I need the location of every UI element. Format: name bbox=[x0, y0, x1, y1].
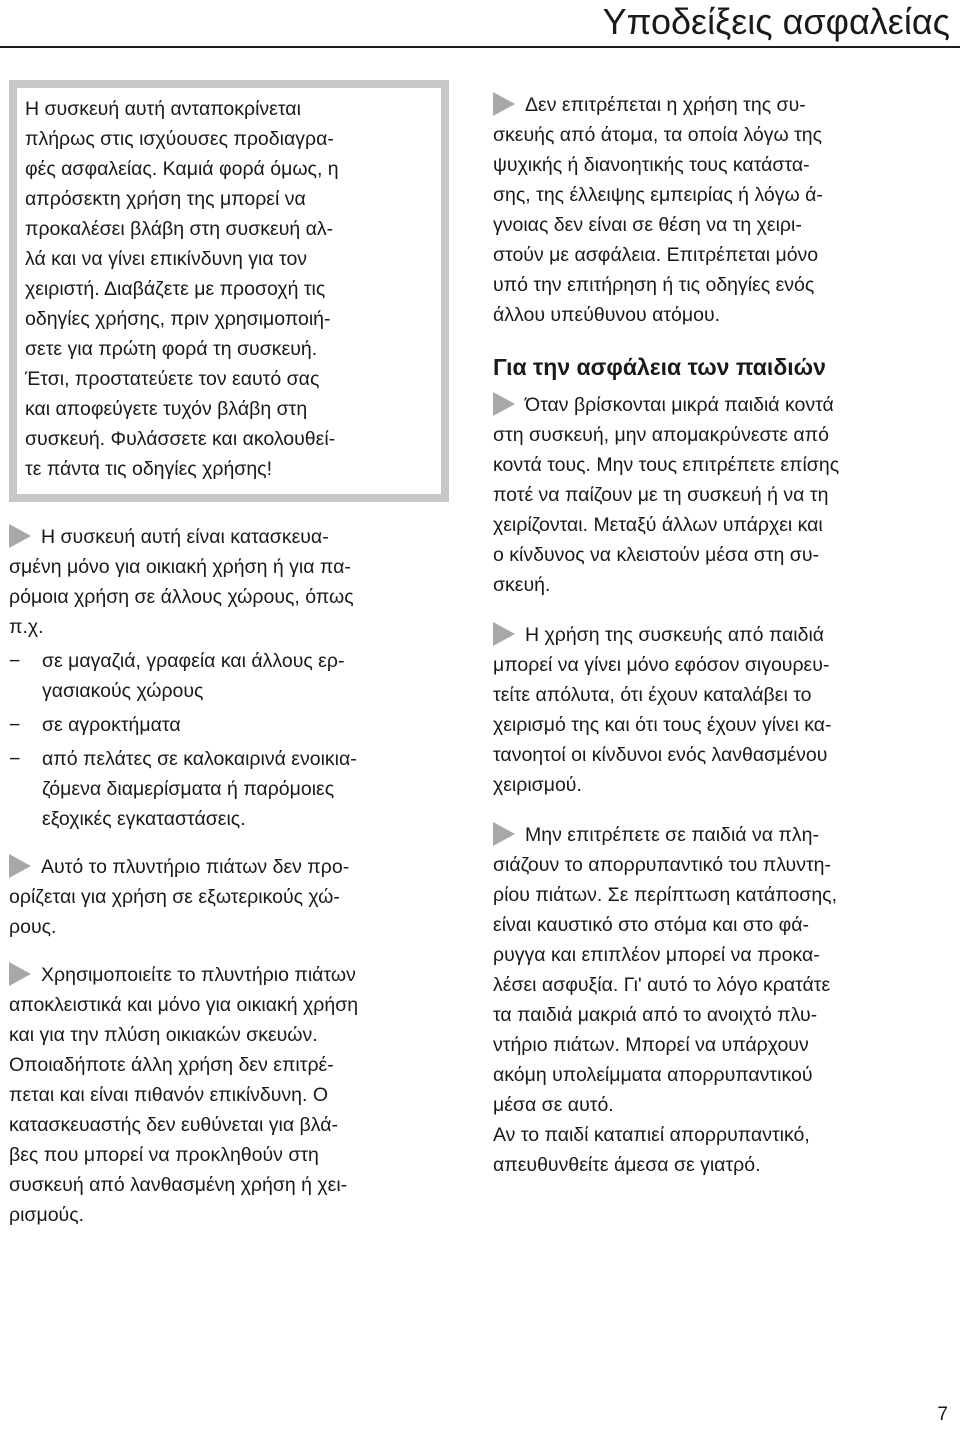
list-item-line: σε μαγαζιά, γραφεία και άλλους ερ- bbox=[42, 650, 345, 672]
notice-line: Έτσι, προστατεύετε τον εαυτό σας bbox=[25, 368, 320, 390]
paragraph-line: λέσει ασφυξία. Γι' αυτό το λόγο κρατάτε bbox=[493, 974, 831, 996]
paragraph-line: στούν με ασφάλεια. Επιτρέπεται μόνο bbox=[493, 244, 819, 266]
dash-marker: − bbox=[9, 748, 21, 770]
paragraph-line: τανοητοί οι κίνδυνοι ενός λανθασμένου bbox=[493, 744, 828, 766]
paragraph-line: ο κίνδυνος να κλειστούν μέσα στη συ- bbox=[493, 544, 819, 566]
safety-notice-text bbox=[25, 94, 433, 484]
bullet-triangle-icon bbox=[493, 392, 515, 416]
paragraph-line: ορίζεται για χρήση σε εξωτερικούς χώ- bbox=[9, 886, 340, 908]
paragraph-line: μέσα σε αυτό. bbox=[493, 1094, 614, 1116]
paragraph-line: πεται και είναι πιθανόν επικίνδυνη. Ο bbox=[9, 1084, 329, 1106]
paragraph-line: σκευής από άτομα, τα οποία λόγω της bbox=[493, 124, 823, 146]
outdoor-use-paragraph bbox=[9, 852, 469, 942]
paragraph-line: χειρισμό της και ότι τους έχουν γίνει κα- bbox=[493, 714, 832, 736]
bullet-triangle-icon bbox=[493, 822, 515, 846]
paragraph-line: Η χρήση της συσκευής από παιδιά bbox=[525, 624, 825, 646]
notice-line: Η συσκευή αυτή ανταποκρίνεται bbox=[25, 98, 301, 120]
paragraph-line: ακόμη υπολείμματα απορρυπαντικού bbox=[493, 1064, 813, 1086]
page-number: 7 bbox=[937, 1404, 948, 1425]
paragraph-line: τείτε απόλυτα, ότι έχουν καταλάβει το bbox=[493, 684, 812, 706]
notice-line: και αποφεύγετε τυχόν βλάβη στη bbox=[25, 398, 308, 420]
paragraph-line: Όταν βρίσκονται μικρά παιδιά κοντά bbox=[525, 394, 834, 416]
paragraph-line: ντήριο πιάτων. Μπορεί να υπάρχουν bbox=[493, 1034, 809, 1056]
paragraph-line: σης, της έλλειψης εμπειρίας ή λόγω ά- bbox=[493, 184, 823, 206]
notice-line: απρόσεκτη χρήση της μπορεί να bbox=[25, 188, 306, 210]
bullet-triangle-icon bbox=[493, 92, 515, 116]
paragraph-line: Η συσκευή αυτή είναι κατασκευα- bbox=[41, 526, 329, 548]
detergent-warning-paragraph bbox=[493, 820, 948, 1180]
usage-locations-list bbox=[9, 646, 469, 834]
paragraph-line: και για την πλύση οικιακών σκευών. bbox=[9, 1024, 318, 1046]
notice-line: οδηγίες χρήσης, πριν χρησιμοποιή- bbox=[25, 308, 331, 330]
paragraph-line: στη συσκευή, μην απομακρύνεστε από bbox=[493, 424, 829, 446]
bullet-triangle-icon bbox=[9, 962, 31, 986]
paragraph-line: ρους. bbox=[9, 916, 57, 938]
paragraph-line: συσκευή από λανθασμένη χρήση ή χει- bbox=[9, 1174, 348, 1196]
paragraph-line: σμένη μόνο για οικιακή χρήση ή για πα- bbox=[9, 556, 351, 578]
dash-marker: − bbox=[9, 650, 21, 672]
paragraph-line: απευθυνθείτε άμεσα σε γιατρό. bbox=[493, 1154, 761, 1176]
paragraph-line: βες που μπορεί να προκληθούν στη bbox=[9, 1144, 319, 1166]
right-column bbox=[493, 80, 948, 1180]
list-item-line: γασιακούς χώρους bbox=[42, 680, 204, 702]
list-item-line: σε αγροκτήματα bbox=[42, 714, 181, 736]
notice-line: λά και να γίνει επικίνδυνη για τον bbox=[25, 248, 308, 270]
notice-line: συσκευή. Φυλάσσετε και ακολουθεί- bbox=[25, 428, 336, 450]
dash-marker: − bbox=[9, 714, 21, 736]
list-item bbox=[9, 646, 469, 706]
bullet-triangle-icon bbox=[493, 622, 515, 646]
paragraph-line: ποτέ να παίζουν με τη συσκευή ή να τη bbox=[493, 484, 829, 506]
bullet-triangle-icon bbox=[9, 854, 31, 878]
notice-line: χειριστή. Διαβάζετε με προσοχή τις bbox=[25, 278, 326, 300]
paragraph-line: σιάζουν το απορρυπαντικό του πλυντη- bbox=[493, 854, 832, 876]
paragraph-line: τα παιδιά μακριά από το ανοιχτό πλυ- bbox=[493, 1004, 818, 1026]
safety-notice-box bbox=[9, 80, 449, 502]
paragraph-line: μπορεί να γίνει μόνο εφόσον σιγουρευ- bbox=[493, 654, 830, 676]
restricted-persons-paragraph bbox=[493, 90, 948, 330]
bullet-triangle-icon bbox=[9, 524, 31, 548]
paragraph-line: χειρίζονται. Μεταξύ άλλων υπάρχει και bbox=[493, 514, 823, 536]
list-item bbox=[9, 744, 469, 834]
paragraph-line: π.χ. bbox=[9, 616, 44, 638]
notice-line: σετε για πρώτη φορά τη συσκευή. bbox=[25, 338, 318, 360]
notice-line: φές ασφαλείας. Καμιά φορά όμως, η bbox=[25, 158, 339, 180]
household-use-paragraph bbox=[9, 960, 469, 1230]
title-rule bbox=[0, 46, 960, 48]
children-use-paragraph bbox=[493, 620, 948, 800]
paragraph-line: Αν το παιδί καταπιεί απορρυπαντικό, bbox=[493, 1124, 810, 1146]
notice-line: πλήρως στις ισχύουσες προδιαγρα- bbox=[25, 128, 334, 150]
paragraph-line: Αυτό το πλυντήριο πιάτων δεν προ- bbox=[41, 856, 350, 878]
list-item bbox=[9, 710, 469, 740]
paragraph-line: ρόμοια χρήση σε άλλους χώρους, όπως bbox=[9, 586, 354, 608]
notice-line: τε πάντα τις οδηγίες χρήσης! bbox=[25, 458, 272, 480]
paragraph-line: Χρησιμοποιείτε το πλυντήριο πιάτων bbox=[41, 964, 356, 986]
paragraph-line: ρισμούς. bbox=[9, 1204, 85, 1226]
paragraph-line: Μην επιτρέπετε σε παιδιά να πλη- bbox=[525, 824, 819, 846]
paragraph-line: Δεν επιτρέπεται η χρήση της συ- bbox=[525, 94, 806, 116]
paragraph-line: άλλου υπεύθυνου ατόμου. bbox=[493, 304, 721, 326]
list-item-line: ζόμενα διαμερίσματα ή παρόμοιες bbox=[42, 778, 335, 800]
paragraph-line: ρυγγα και επιπλέον μπορεί να προκα- bbox=[493, 944, 820, 966]
list-item-line: εξοχικές εγκαταστάσεις. bbox=[42, 808, 246, 830]
paragraph-line: Οποιαδήποτε άλλη χρήση δεν επιτρέ- bbox=[9, 1054, 334, 1076]
paragraph-line: κατασκευαστής δεν ευθύνεται για βλά- bbox=[9, 1114, 338, 1136]
section-heading: Για την ασφάλεια των παιδιών bbox=[493, 354, 826, 380]
intended-use-paragraph bbox=[9, 522, 469, 642]
left-column bbox=[9, 80, 469, 1230]
paragraph-line: κοντά τους. Μην τους επιτρέπετε επίσης bbox=[493, 454, 840, 476]
page-title: Υποδείξεις ασφαλείας bbox=[602, 1, 950, 42]
paragraph-line: ρίου πιάτων. Σε περίπτωση κατάποσης, bbox=[493, 884, 837, 906]
children-supervision-paragraph bbox=[493, 390, 948, 600]
notice-line: προκαλέσει βλάβη στη συσκευή αλ- bbox=[25, 218, 334, 240]
paragraph-line: είναι καυστικό στο στόμα και στο φά- bbox=[493, 914, 809, 936]
paragraph-line: γνοιας δεν είναι σε θέση να τη χειρι- bbox=[493, 214, 802, 236]
paragraph-line: ψυχικής ή διανοητικής τους κατάστα- bbox=[493, 154, 810, 176]
paragraph-line: σκευή. bbox=[493, 574, 551, 596]
paragraph-line: χειρισμού. bbox=[493, 774, 582, 796]
paragraph-line: υπό την επιτήρηση ή τις οδηγίες ενός bbox=[493, 274, 815, 296]
paragraph-line: αποκλειστικά και μόνο για οικιακή χρήση bbox=[9, 994, 359, 1016]
list-item-line: από πελάτες σε καλοκαιρινά ενοικια- bbox=[42, 748, 357, 770]
